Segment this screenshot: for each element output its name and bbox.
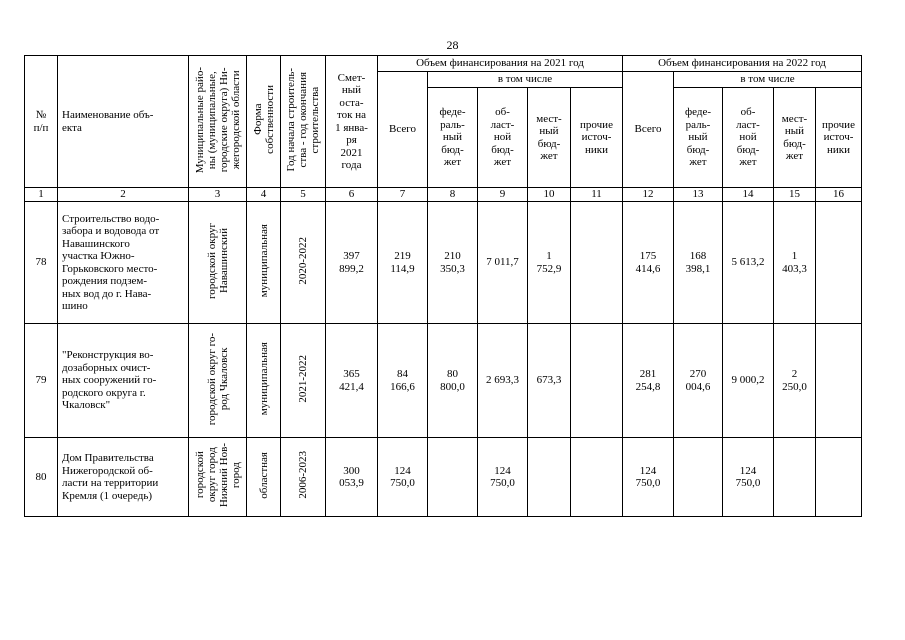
column-numbers-row [25, 188, 862, 202]
row-ownership: муниципальная [247, 324, 281, 438]
row-num: 80 [25, 438, 58, 517]
colnum: 12 [623, 188, 674, 202]
row-remainder: 300 053,9 [326, 438, 378, 517]
row-other-2021 [571, 202, 623, 324]
row-other-2022 [816, 438, 862, 517]
row-federal-2022 [674, 438, 723, 517]
header-ownership: Форма собственности [247, 56, 281, 188]
row-local-2021: 673,3 [528, 324, 571, 438]
row-local-2021: 1 752,9 [528, 202, 571, 324]
row-other-2021 [571, 438, 623, 517]
row-local-2022: 2 250,0 [774, 324, 816, 438]
page-number: 28 [446, 38, 459, 52]
row-ownership: муниципальная [247, 202, 281, 324]
row-name: "Реконструкция во- дозаборных очист- ных сооружений го- родского округа г. Чкаловск" [58, 324, 189, 438]
header-total-2022: Всего [623, 72, 674, 188]
header-fin-2022: Объем финансирования на 2022 год [623, 56, 862, 72]
header-regional-2021: об- ласт- ной бюд- жет [478, 88, 528, 188]
colnum: 13 [674, 188, 723, 202]
colnum: 8 [428, 188, 478, 202]
header-federal-2022: феде- раль- ный бюд- жет [674, 88, 723, 188]
header-regional-2022: об- ласт- ной бюд- жет [723, 88, 774, 188]
row-num: 79 [25, 324, 58, 438]
row-remainder: 397 899,2 [326, 202, 378, 324]
colnum: 1 [25, 188, 58, 202]
colnum: 3 [189, 188, 247, 202]
header-total-2021: Всего [378, 72, 428, 188]
row-local-2021 [528, 438, 571, 517]
row-federal-2021 [428, 438, 478, 517]
colnum: 15 [774, 188, 816, 202]
header-name: Наименование объ- екта [58, 56, 189, 188]
row-total-2022: 175 414,6 [623, 202, 674, 324]
colnum: 9 [478, 188, 528, 202]
row-remainder: 365 421,4 [326, 324, 378, 438]
header-district: Муниципальные райо- ны (муниципальные, городские округа) Ни- жегородской области [189, 56, 247, 188]
row-federal-2021: 210 350,3 [428, 202, 478, 324]
row-regional-2022: 124 750,0 [723, 438, 774, 517]
colnum: 14 [723, 188, 774, 202]
row-regional-2021: 7 011,7 [478, 202, 528, 324]
row-years: 2020-2022 [281, 202, 326, 324]
row-total-2021: 84 166,6 [378, 324, 428, 438]
row-ownership: областная [247, 438, 281, 517]
row-years: 2006-2023 [281, 438, 326, 517]
financing-table [24, 55, 862, 517]
row-federal-2021: 80 800,0 [428, 324, 478, 438]
row-total-2021: 124 750,0 [378, 438, 428, 517]
row-total-2022: 124 750,0 [623, 438, 674, 517]
header-local-2022: мест- ный бюд- жет [774, 88, 816, 188]
colnum: 16 [816, 188, 862, 202]
row-district: городской округ Навашинский [189, 202, 247, 324]
colnum: 11 [571, 188, 623, 202]
header-num: № п/п [25, 56, 58, 188]
header-years: Год начала строитель- ства - год окончания строительства [281, 56, 326, 188]
row-name: Строительство водо- забора и водовода от Навашинского участка Южно- Горьковского место- рождения подзем- ных вод до г. Нава- шино [58, 202, 189, 324]
header-fin-2021: Объем финансирования на 2021 год [378, 56, 623, 72]
colnum: 7 [378, 188, 428, 202]
table-row [25, 438, 862, 517]
table-row [25, 202, 862, 324]
row-federal-2022: 270 004,6 [674, 324, 723, 438]
colnum: 10 [528, 188, 571, 202]
row-years: 2021-2022 [281, 324, 326, 438]
colnum: 5 [281, 188, 326, 202]
colnum: 6 [326, 188, 378, 202]
row-other-2022 [816, 202, 862, 324]
row-total-2022: 281 254,8 [623, 324, 674, 438]
row-federal-2022: 168 398,1 [674, 202, 723, 324]
header-other-2022: прочие источ- ники [816, 88, 862, 188]
row-local-2022 [774, 438, 816, 517]
row-name: Дом Правительства Нижегородской об- ласти на территории Кремля (1 очередь) [58, 438, 189, 517]
row-regional-2021: 124 750,0 [478, 438, 528, 517]
table-row [25, 324, 862, 438]
header-federal-2021: феде- раль- ный бюд- жет [428, 88, 478, 188]
row-total-2021: 219 114,9 [378, 202, 428, 324]
row-regional-2022: 5 613,2 [723, 202, 774, 324]
header-other-2021: прочие источ- ники [571, 88, 623, 188]
row-district: городской округ го- род Чкаловск [189, 324, 247, 438]
row-regional-2022: 9 000,2 [723, 324, 774, 438]
colnum: 4 [247, 188, 281, 202]
header-incl-2022: в том числе [674, 72, 862, 88]
header-incl-2021: в том числе [428, 72, 623, 88]
row-district: городской округ город Нижний Нов- город [189, 438, 247, 517]
row-other-2021 [571, 324, 623, 438]
header-local-2021: мест- ный бюд- жет [528, 88, 571, 188]
row-other-2022 [816, 324, 862, 438]
header-remainder: Смет- ный оста- ток на 1 янва- ря 2021 года [326, 56, 378, 188]
colnum: 2 [58, 188, 189, 202]
row-local-2022: 1 403,3 [774, 202, 816, 324]
row-num: 78 [25, 202, 58, 324]
row-regional-2021: 2 693,3 [478, 324, 528, 438]
